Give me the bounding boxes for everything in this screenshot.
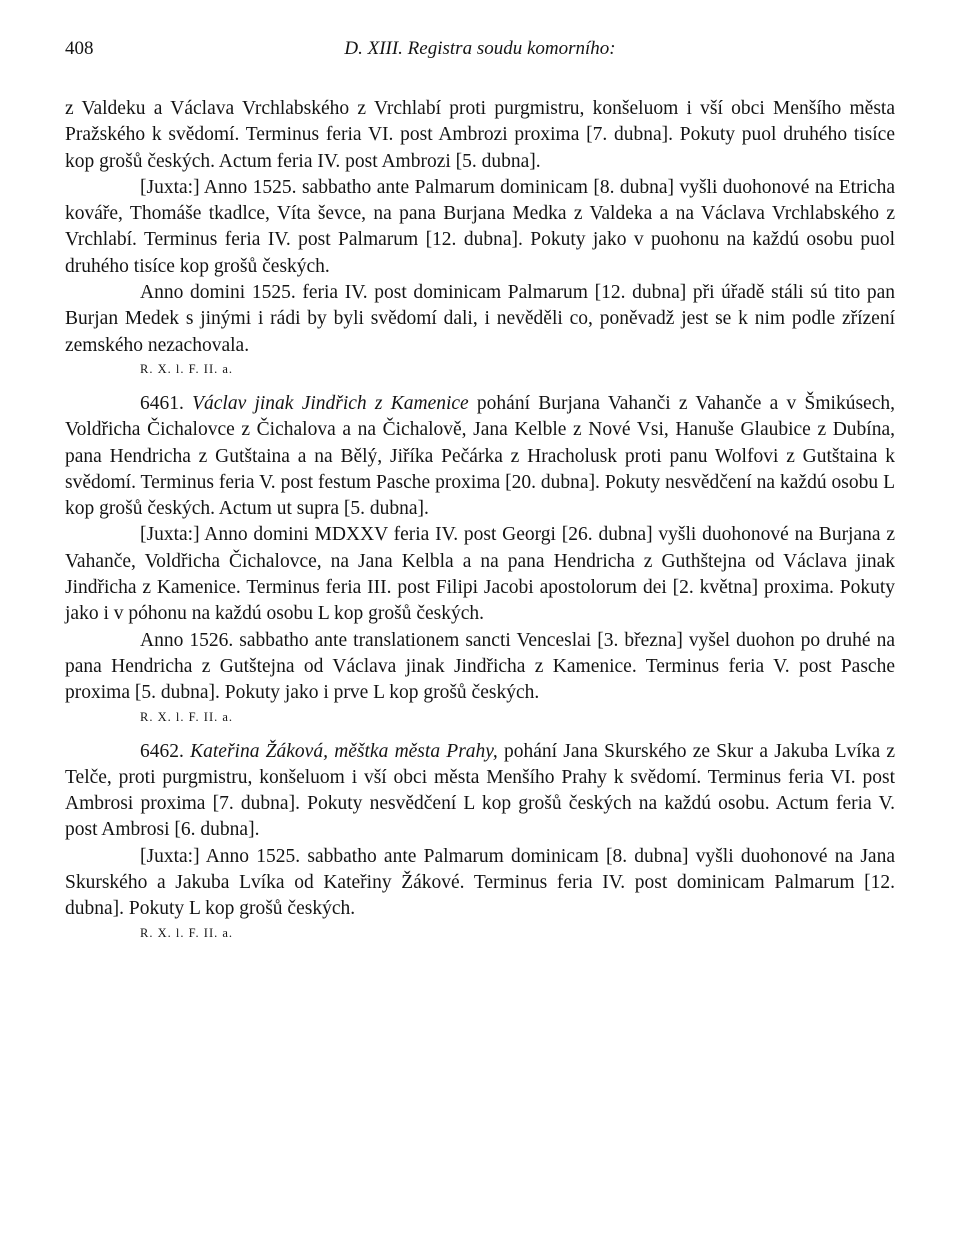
entry-paragraph <box>65 391 895 522</box>
running-head: D. XIII. Registra soudu komorního: <box>344 38 616 59</box>
paragraph-juxta: [Juxta:] Anno 1525. sabbatho ante Palmarum dominicam [8. dubna] vyšli duohonové na Jana Skurského a Jakuba Lvíka od Kateřiny Žákové. Terminus feria IV. post dominicam Palmarum [12. dubna]. Pokuty L kop grošů českých. <box>65 845 895 920</box>
entry-6462 <box>65 739 895 943</box>
paragraph-juxta: [Juxta:] Anno domini MDXXV feria IV. post Georgi [26. dubna] vyšli duohonové na Burjana z Vahanče, Voldřicha Čichalovce, na Jana Kelbla a na pana Hendricha z Guthštejna od Václava jinak Jindřicha z Kamenice. Terminus feria III. post Filipi Jacobi apostolorum dei [2. května] proxima. Pokuty jako i v póhonu na každú osobu L kop grošů českých. <box>65 524 895 625</box>
entry-paragraph <box>65 739 895 844</box>
paragraph-juxta: [Juxta:] Anno 1525. sabbatho ante Palmarum dominicam [8. dubna] vyšli duohonové na Etricha kováře, Thomáše tkadlce, Víta ševce, na pana Burjana Medka z Valdeka a na Václava Vrchlabského z Vrchlabí. Terminus feria IV. post Palmarum [12. dubna]. Pokuty jako v puohonu na každú osobu puol druhého tisíce kop grošů českých. <box>65 176 895 277</box>
entry-text: pohání Jana Skurského ze Skur a Jakuba Lvíka z Telče, proti purgmistru, konšeluom i vší obci města Menšího Prahy k svědomí. Terminus feria VI. post Ambrosi proxima [7. dubna]. Pokuty nesvědčení L kop grošů českých na každú osobu. Actum feria V. post Ambrosi [6. dubna]. <box>65 740 895 841</box>
entry-number: 6462. <box>140 740 184 762</box>
entry-party-name: Kateřina Žáková, měštka města Prahy, <box>190 740 498 762</box>
paragraph-anno: Anno 1526. sabbatho ante translationem sancti Venceslai [3. března] vyšel duohon po druhé na pana Hendricha z Gutštejna od Václava jinak Jindřicha z Kamenice. Terminus feria V. post Pasche proxima [5. dubna]. Pokuty jako i prve L kop grošů českých. <box>65 629 895 704</box>
entry-number: 6461. <box>140 392 184 414</box>
document-body <box>65 96 895 943</box>
page-header <box>65 38 895 68</box>
source-reference: R. X. l. F. II. a. <box>140 709 234 724</box>
document-page <box>65 38 895 947</box>
page-number: 408 <box>65 38 94 59</box>
entry-party-name: Václav jinak Jindřich z Kamenice <box>192 392 469 414</box>
source-reference: R. X. l. F. II. a. <box>140 925 234 940</box>
entry-6461 <box>65 391 895 727</box>
entry-text: pohání Burjana Vahanči z Vahanče a v Šmikúsech, Voldřicha Čichalovce z Čichalova a na Čichalově, Jana Kelble z Nové Vsi, Hanuše Glaubice z Dubína, pana Hendricha z Gutštaina a na Bělý, Jiříka Pečárka z Hracholusk proti panu Wolfovi z Gutštaina k svědomí. Terminus feria V. post festum Pasche proxima [20. dubna]. Pokuty nesvědčení na každú osobu L kop grošů českých. Actum ut supra [5. dubna]. <box>65 392 895 520</box>
paragraph-anno: Anno domini 1525. feria IV. post dominicam Palmarum [12. dubna] při úřadě stáli sú tito pan Burjan Medek s jinými i rádi by byli svědomí dali, i nevěděli co, poněvadž jest se k nim podle zřízení zemského nezachovala. <box>65 282 895 356</box>
paragraph-continued: z Valdeku a Václava Vrchlabského z Vrchlabí proti purgmistru, konšeluom i vší obci Menšího města Pražského k svědomí. Terminus feria VI. post Ambrozi proxima [7. dubna]. Pokuty puol druhého tisíce kop grošů českých. Actum feria IV. post Ambrozi [5. dubna]. <box>65 98 895 172</box>
source-reference: R. X. l. F. II. a. <box>140 361 234 376</box>
